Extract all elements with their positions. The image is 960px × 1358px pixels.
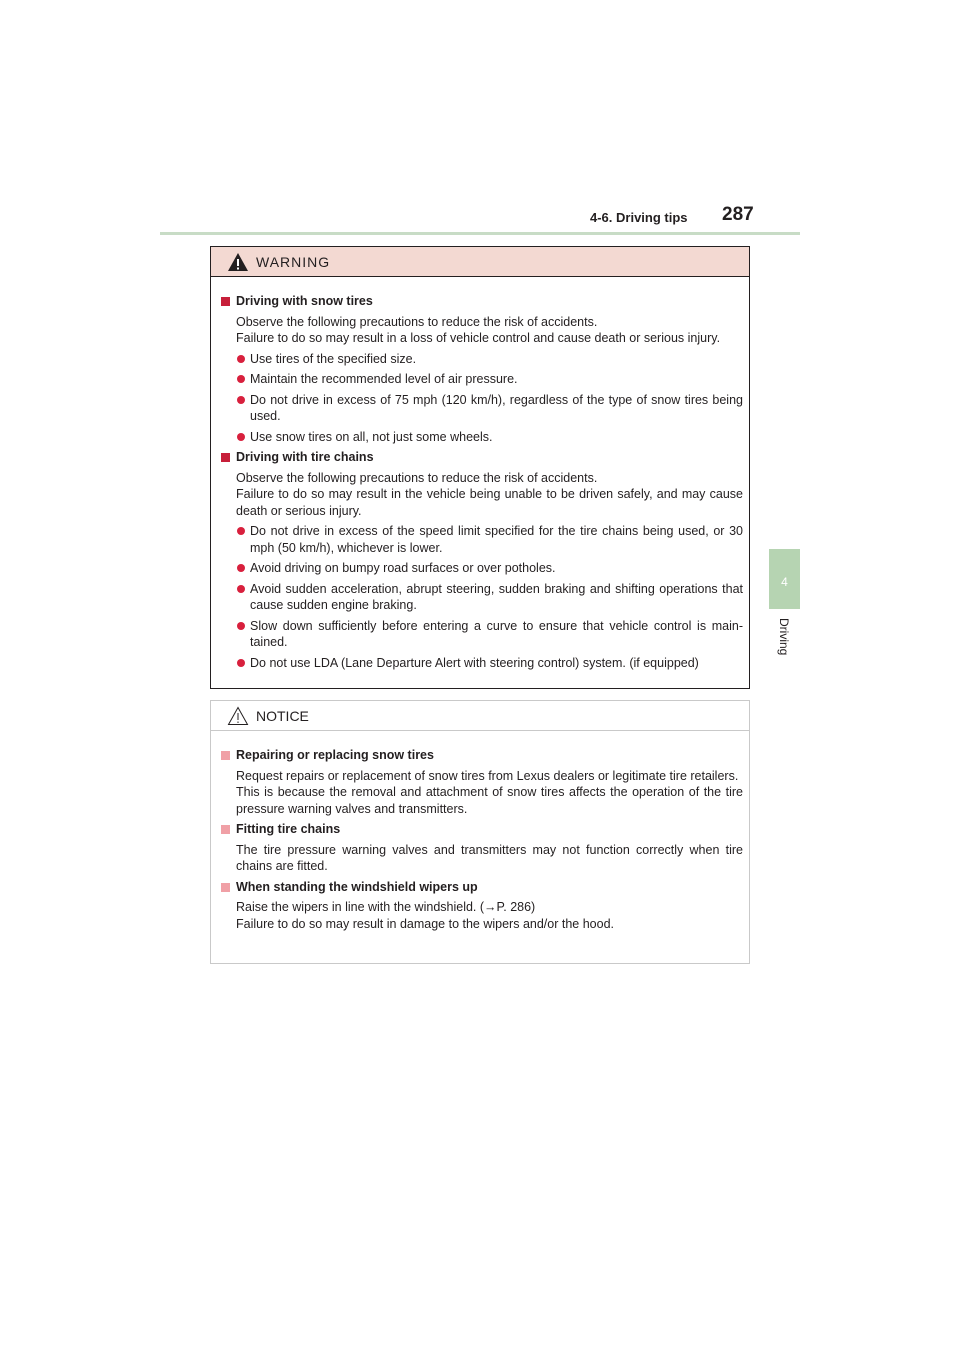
notice-paragraph: The tire pressure warning valves and transmitters may not function correctly when tire chains are fitted. — [236, 842, 743, 873]
warning-body — [211, 277, 749, 671]
notice-section-heading: Repairing or replacing snow tires — [219, 747, 743, 764]
round-bullet-icon — [237, 564, 245, 572]
list-item: Do not drive in excess of 75 mph (120 km/h), regardless of the type of snow tires being used. — [219, 392, 743, 425]
warning-title: WARNING — [256, 253, 331, 270]
round-bullet-icon — [237, 659, 245, 667]
list-item: Avoid driving on bumpy road surfaces or over potholes. — [219, 560, 743, 577]
list-item: Use tires of the specified size. — [219, 351, 743, 368]
notice-box — [210, 700, 750, 964]
notice-paragraph: Raise the wipers in line with the windshield. (→P. 286) Failure to do so may result in damage to the wipers and/or the hood. — [236, 900, 614, 931]
warning-triangle-icon — [227, 252, 249, 272]
round-bullet-icon — [237, 355, 245, 363]
warning-paragraph: Observe the following precautions to reduce the risk of accidents. Failure to do so may result in a loss of vehicle control and cause death or serious injury. — [236, 314, 721, 345]
notice-section-heading: When standing the windshield wipers up — [219, 879, 743, 896]
round-bullet-icon — [237, 527, 245, 535]
warning-box — [210, 246, 750, 689]
list-item: Do not use LDA (Lane Departure Alert with steering control) system. (if equipped) — [219, 655, 743, 672]
warning-header — [211, 247, 749, 277]
notice-triangle-icon — [227, 706, 249, 726]
round-bullet-icon — [237, 622, 245, 630]
square-bullet-icon — [221, 297, 230, 306]
round-bullet-icon — [237, 433, 245, 441]
header-rule — [160, 232, 800, 235]
notice-paragraph: Request repairs or replacement of snow tires from Lexus dealers or legitimate tire retailers. This is because the removal and attachment of snow tires affects the operation of the tire pressure warning valves and transmitters. — [236, 768, 743, 816]
list-item: Do not drive in excess of the speed limit specified for the tire chains being used, or 30 mph (50 km/h), whichever is lower. — [219, 523, 743, 556]
warning-section-heading: Driving with snow tires — [219, 293, 743, 310]
square-bullet-icon — [221, 825, 230, 834]
list-item: Use snow tires on all, not just some wheels. — [219, 429, 743, 446]
section-title: 4-6. Driving tips — [590, 210, 688, 225]
list-item: Slow down sufficiently before entering a curve to ensure that vehicle control is main-tained. — [219, 618, 743, 651]
notice-body — [211, 731, 749, 932]
warning-paragraph: Observe the following precautions to reduce the risk of accidents. Failure to do so may result in the vehicle being unable to be driven safely, and may cause death or serious injury. — [236, 470, 743, 518]
chapter-label: Driving — [777, 618, 791, 656]
round-bullet-icon — [237, 375, 245, 383]
chapter-number: 4 — [781, 575, 788, 589]
notice-header — [211, 701, 749, 731]
square-bullet-icon — [221, 883, 230, 892]
notice-title: NOTICE — [256, 707, 309, 724]
chapter-label-wrap — [760, 618, 810, 668]
square-bullet-icon — [221, 751, 230, 760]
round-bullet-icon — [237, 396, 245, 404]
round-bullet-icon — [237, 585, 245, 593]
notice-section-heading: Fitting tire chains — [219, 821, 743, 838]
list-item: Maintain the recommended level of air pressure. — [219, 371, 743, 388]
square-bullet-icon — [221, 453, 230, 462]
page-number: 287 — [722, 204, 754, 225]
list-item: Avoid sudden acceleration, abrupt steering, sudden braking and shifting operations that cause sudden engine braking. — [219, 581, 743, 614]
warning-section-heading: Driving with tire chains — [219, 449, 743, 466]
